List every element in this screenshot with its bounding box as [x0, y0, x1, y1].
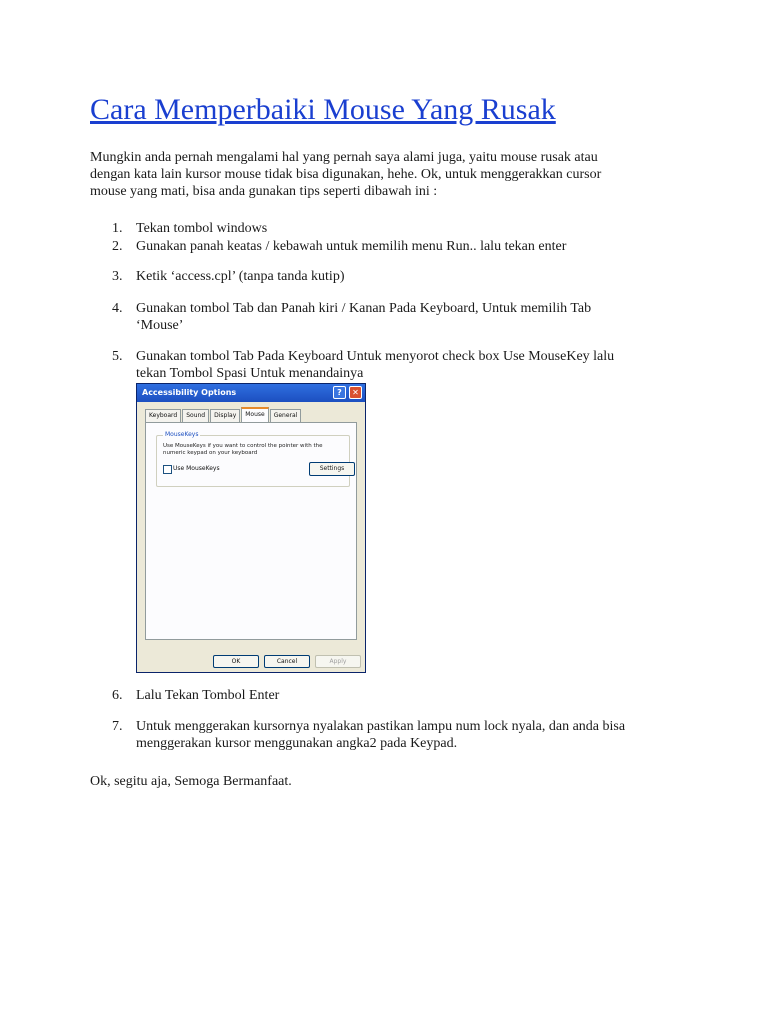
- list-number: 7.: [112, 719, 123, 734]
- apply-button: Apply: [315, 655, 361, 668]
- list-text: Gunakan tombol Tab dan Panah kiri / Kanan Pada Keyboard, Untuk memilih Tab ‘Mouse’: [136, 301, 592, 333]
- group-description: Use MouseKeys if you want to control the pointer with the numeric keypad on your keyboard: [163, 443, 323, 456]
- list-number: 5.: [112, 349, 123, 364]
- intro-paragraph: [90, 149, 690, 200]
- list-number: 6.: [112, 688, 123, 703]
- settings-button: Settings: [309, 462, 355, 476]
- mousekeys-group: [156, 431, 350, 487]
- list-text: Ketik ‘access.cpl’ (tanpa tanda kutip): [136, 269, 345, 284]
- close-icon: ✕: [349, 386, 362, 399]
- intro-line: Mungkin anda pernah mengalami hal yang pernah saya alami juga, yaitu mouse rusak atau: [90, 150, 598, 165]
- list-number: 3.: [112, 269, 123, 284]
- group-label: MouseKeys: [165, 431, 199, 438]
- list-number: 2.: [112, 239, 123, 254]
- page-title[interactable]: Cara Memperbaiki Mouse Yang Rusak: [90, 93, 556, 126]
- list-text: Gunakan tombol Tab Pada Keyboard Untuk menyorot check box Use MouseKey lalu tekan Tombol Spasi Untuk menandainya: [136, 349, 615, 381]
- dialog-titlebar: [137, 384, 365, 402]
- help-icon: ?: [333, 386, 346, 399]
- use-mousekeys-checkbox: [163, 465, 172, 474]
- list-text: Untuk menggerakan kursornya nyalakan pastikan lampu num lock nyala, dan anda bisa menggerakan kursor menggunakan angka2 pada Keypad.: [136, 719, 626, 751]
- accessibility-options-screenshot: [136, 383, 366, 673]
- tab-panel: [145, 422, 357, 640]
- list-text: Gunakan panah keatas / kebawah untuk memilih menu Run.. lalu tekan enter: [136, 239, 567, 254]
- tab-mouse: Mouse: [241, 407, 268, 422]
- intro-line: dengan kata lain kursor mouse tidak bisa digunakan, hehe. Ok, untuk menggerakkan cursor: [90, 167, 602, 182]
- intro-line: mouse yang mati, bisa anda gunakan tips seperti dibawah ini :: [90, 184, 438, 199]
- tab-general: General: [270, 409, 302, 422]
- cancel-button: Cancel: [264, 655, 310, 668]
- list-text: Lalu Tekan Tombol Enter: [136, 688, 280, 703]
- checkbox-label: Use MouseKeys: [173, 465, 220, 472]
- tab-keyboard: Keyboard: [145, 409, 181, 422]
- tab-display: Display: [210, 409, 240, 422]
- ok-button: OK: [213, 655, 259, 668]
- dialog-tabs: [145, 409, 302, 422]
- dialog-title: Accessibility Options: [142, 388, 237, 397]
- list-number: 4.: [112, 301, 123, 316]
- list-number: 1.: [112, 221, 123, 236]
- closing-paragraph: Ok, segitu aja, Semoga Bermanfaat.: [90, 774, 292, 789]
- tab-sound: Sound: [182, 409, 209, 422]
- list-text: Tekan tombol windows: [136, 221, 268, 236]
